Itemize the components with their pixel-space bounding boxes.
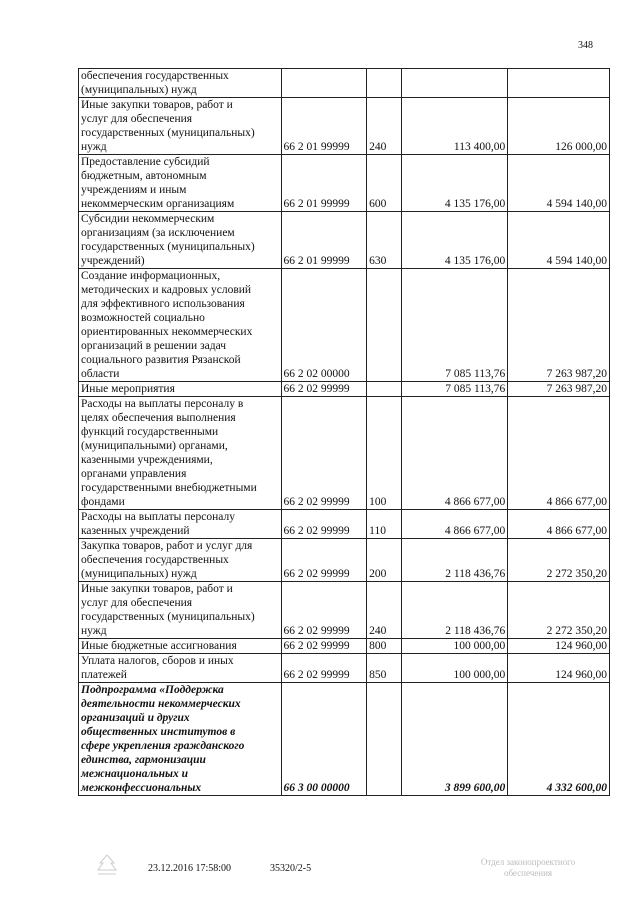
row-code-cell: 66 2 01 99999 — [281, 98, 367, 155]
row-type-cell — [367, 382, 402, 397]
table-row — [79, 654, 610, 683]
row-amount-2018-cell: 4 594 140,00 — [508, 155, 610, 212]
row-amount-2018-cell: 4 594 140,00 — [508, 212, 610, 269]
table-row — [79, 510, 610, 539]
row-name-cell: обеспечения государственных (муниципальных) нужд — [79, 69, 282, 98]
row-name-cell: Предоставление субсидий бюджетным, автономным учреждениям и иным некоммерческим организациям — [79, 155, 282, 212]
row-amount-2017-cell: 4 135 176,00 — [402, 212, 508, 269]
row-amount-2017-cell: 4 135 176,00 — [402, 155, 508, 212]
row-amount-2017-cell: 113 400,00 — [402, 98, 508, 155]
row-amount-2018-cell — [508, 69, 610, 98]
row-code-cell: 66 2 01 99999 — [281, 155, 367, 212]
row-type-cell: 200 — [367, 539, 402, 582]
row-code-cell: 66 2 02 99999 — [281, 639, 367, 654]
row-code-cell: 66 2 02 99999 — [281, 582, 367, 639]
row-amount-2018-cell: 4 866 677,00 — [508, 397, 610, 510]
row-amount-2018-cell: 2 272 350,20 — [508, 582, 610, 639]
row-amount-2018-cell: 4 332 600,00 — [508, 683, 610, 796]
row-name-cell: Подпрограмма «Поддержка деятельности некоммерческих организаций и других общественных институтов в сфере укрепления гражданского единства, гармонизации межнациональных и межконфессиональных — [79, 683, 282, 796]
row-type-cell: 800 — [367, 639, 402, 654]
footer-doc-id: 35320/2-5 — [270, 863, 312, 874]
page-number: 348 — [578, 40, 593, 51]
row-code-cell: 66 2 02 99999 — [281, 510, 367, 539]
row-type-cell: 850 — [367, 654, 402, 683]
row-type-cell: 630 — [367, 212, 402, 269]
row-code-cell: 66 2 02 99999 — [281, 397, 367, 510]
row-type-cell: 110 — [367, 510, 402, 539]
row-name-cell: Иные закупки товаров, работ и услуг для обеспечения государственных (муниципальных) нужд — [79, 98, 282, 155]
row-name-cell: Субсидии некоммерческим организациям (за исключением государственных (муниципальных) учреждений) — [79, 212, 282, 269]
row-code-cell: 66 2 02 99999 — [281, 382, 367, 397]
table-row — [79, 639, 610, 654]
table-row — [79, 683, 610, 796]
row-code-cell — [281, 69, 367, 98]
row-name-cell: Иные закупки товаров, работ и услуг для обеспечения государственных (муниципальных) нужд — [79, 582, 282, 639]
row-amount-2017-cell: 100 000,00 — [402, 639, 508, 654]
row-amount-2017-cell: 3 899 600,00 — [402, 683, 508, 796]
table-row — [79, 382, 610, 397]
row-name-cell: Уплата налогов, сборов и иных платежей — [79, 654, 282, 683]
table-row — [79, 212, 610, 269]
row-code-cell: 66 3 00 00000 — [281, 683, 367, 796]
stamp-line: Отдел законопроектного — [480, 857, 576, 867]
row-amount-2018-cell: 4 866 677,00 — [508, 510, 610, 539]
row-code-cell: 66 2 02 99999 — [281, 539, 367, 582]
emblem-icon — [94, 853, 120, 879]
row-name-cell: Иные бюджетные ассигнования — [79, 639, 282, 654]
table-row — [79, 582, 610, 639]
row-amount-2017-cell: 2 118 436,76 — [402, 539, 508, 582]
table-row — [79, 69, 610, 98]
row-code-cell: 66 2 02 00000 — [281, 269, 367, 382]
row-name-cell: Расходы на выплаты персоналу казенных учреждений — [79, 510, 282, 539]
table-row — [79, 539, 610, 582]
row-type-cell — [367, 269, 402, 382]
row-amount-2017-cell: 100 000,00 — [402, 654, 508, 683]
row-type-cell — [367, 683, 402, 796]
table-row — [79, 155, 610, 212]
row-type-cell: 240 — [367, 98, 402, 155]
row-amount-2017-cell: 7 085 113,76 — [402, 382, 508, 397]
row-type-cell: 240 — [367, 582, 402, 639]
row-amount-2018-cell: 126 000,00 — [508, 98, 610, 155]
row-name-cell: Закупка товаров, работ и услуг для обеспечения государственных (муниципальных) нужд — [79, 539, 282, 582]
row-name-cell: Создание информационных, методических и кадровых условий для эффективного использования возможностей социально ориентированных некоммерческих организаций в решении задач социального развития Рязанской области — [79, 269, 282, 382]
row-type-cell: 600 — [367, 155, 402, 212]
row-amount-2017-cell: 4 866 677,00 — [402, 397, 508, 510]
table-row — [79, 397, 610, 510]
row-name-cell: Расходы на выплаты персоналу в целях обеспечения выполнения функций государственными (муниципальными) органами, казенными учреждениями, органами управления государственными внебюджетными фондами — [79, 397, 282, 510]
row-type-cell: 100 — [367, 397, 402, 510]
row-code-cell: 66 2 02 99999 — [281, 654, 367, 683]
row-amount-2018-cell: 2 272 350,20 — [508, 539, 610, 582]
row-amount-2017-cell: 7 085 113,76 — [402, 269, 508, 382]
row-amount-2017-cell: 4 866 677,00 — [402, 510, 508, 539]
row-amount-2018-cell: 7 263 987,20 — [508, 382, 610, 397]
budget-table — [78, 68, 610, 796]
row-amount-2018-cell: 124 960,00 — [508, 654, 610, 683]
row-amount-2017-cell — [402, 69, 508, 98]
row-code-cell: 66 2 01 99999 — [281, 212, 367, 269]
row-type-cell — [367, 69, 402, 98]
footer-date: 23.12.2016 17:58:00 — [148, 863, 232, 874]
row-amount-2017-cell: 2 118 436,76 — [402, 582, 508, 639]
row-amount-2018-cell: 7 263 987,20 — [508, 269, 610, 382]
row-name-cell: Иные мероприятия — [79, 382, 282, 397]
table-row — [79, 269, 610, 382]
row-amount-2018-cell: 124 960,00 — [508, 639, 610, 654]
table-row — [79, 98, 610, 155]
registration-stamp — [453, 857, 603, 879]
stamp-line: обеспечения — [503, 868, 553, 878]
